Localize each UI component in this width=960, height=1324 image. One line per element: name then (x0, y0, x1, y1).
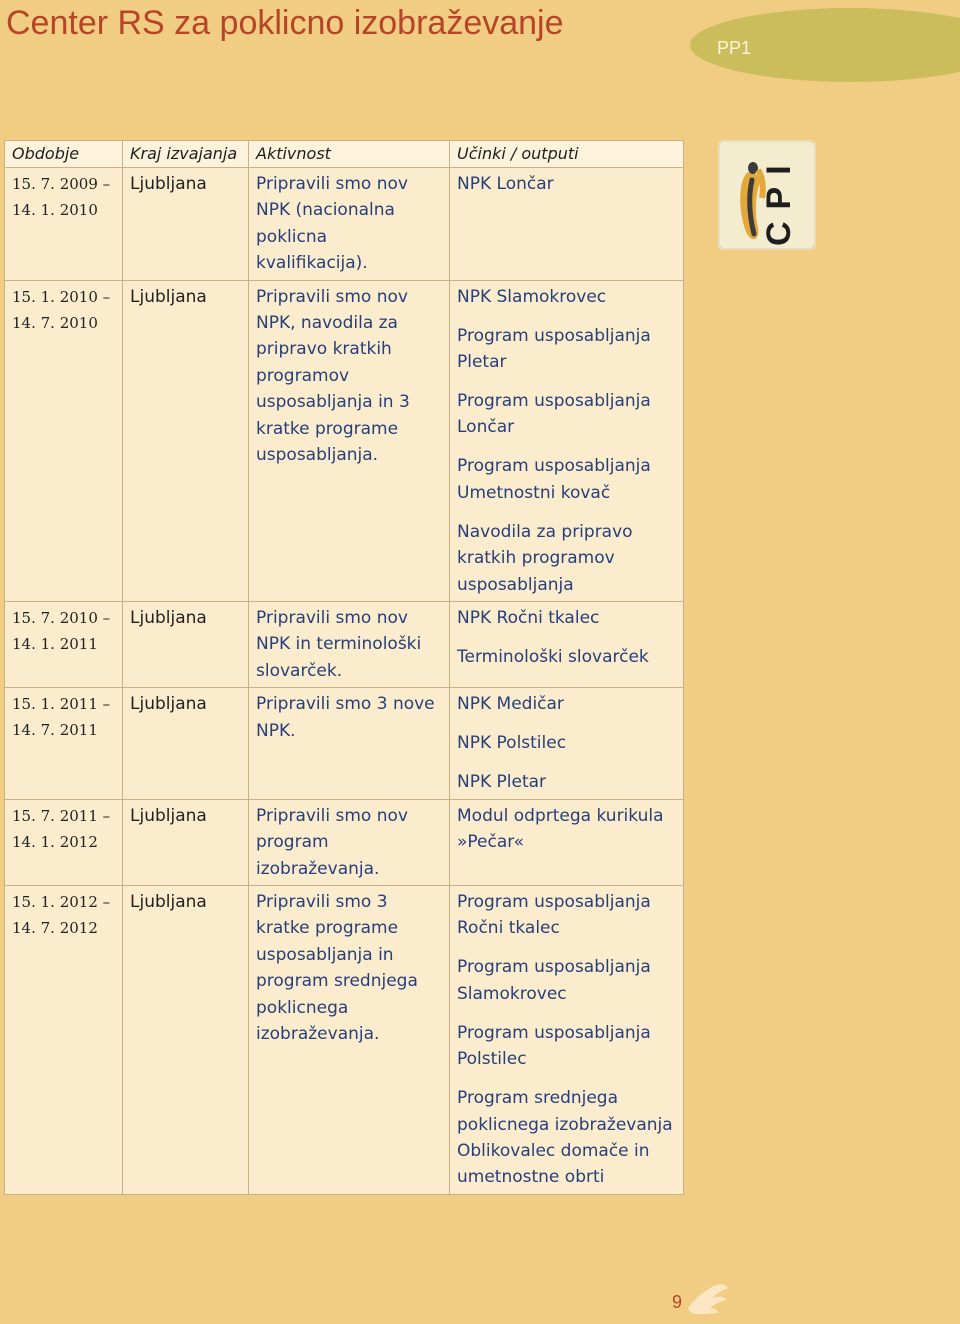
place-cell: Ljubljana (123, 602, 249, 688)
period-line: 14. 7. 2010 (12, 313, 98, 332)
table-row (5, 280, 684, 601)
column-header-outputs: Učinki / outputi (450, 141, 684, 168)
output-item: NPK Polstilec (457, 733, 567, 754)
cpi-logo (718, 140, 816, 250)
place-cell: Ljubljana (123, 280, 249, 601)
period-line: 15. 1. 2011 – (12, 695, 111, 714)
table-row (5, 602, 684, 688)
table-row (5, 688, 684, 799)
period-cell (5, 799, 123, 885)
period-line: 14. 1. 2012 (12, 832, 98, 851)
output-item: NPK Lončar (457, 174, 554, 194)
period-line: 15. 7. 2009 – (12, 175, 111, 193)
column-header-period: Obdobje (5, 141, 123, 168)
outputs-cell (450, 168, 684, 281)
output-item: Program usposabljanja Ročni tkalec (457, 891, 651, 939)
output-item: Program srednjega poklicnega izobraževanja Oblikovalec domače in umetnostne obrti (457, 1088, 673, 1188)
output-item: NPK Pletar (457, 772, 547, 793)
place-cell: Ljubljana (123, 688, 249, 799)
activity-cell: Pripravili smo nov NPK (nacionalna poklicna kvalifikacija). (249, 168, 450, 281)
hand-icon (684, 1278, 732, 1318)
outputs-cell (450, 602, 684, 688)
section-badge-label: PP1 (717, 38, 752, 58)
output-item: NPK Medičar (457, 694, 564, 715)
outputs-cell (450, 688, 684, 799)
period-cell (5, 688, 123, 799)
period-line: 14. 1. 2010 (12, 201, 98, 219)
period-cell (5, 168, 123, 281)
activity-table (4, 140, 684, 1195)
table-row (5, 799, 684, 885)
period-line: 15. 1. 2012 – (12, 892, 111, 911)
place-cell: Ljubljana (123, 885, 249, 1194)
activity-cell: Pripravili smo nov NPK, navodila za pripravo kratkih programov usposabljanja in 3 kratke programe usposabljanja. (249, 280, 450, 601)
output-item: Program usposabljanja Lončar (457, 391, 651, 438)
outputs-cell (450, 280, 684, 601)
output-item: Program usposabljanja Polstilec (457, 1022, 651, 1070)
output-item: Program usposabljanja Slamokrovec (457, 957, 651, 1004)
table-header-row (5, 141, 684, 168)
output-item: Modul odprtega kurikula »Pečar« (457, 805, 664, 853)
period-line: 15. 1. 2010 – (12, 287, 111, 306)
outputs-cell (450, 885, 684, 1194)
period-line: 14. 7. 2011 (12, 721, 98, 740)
place-cell: Ljubljana (123, 799, 249, 885)
page-title: Center RS za poklicno izobraževanje (6, 4, 564, 42)
output-item: Terminološki slovarček (457, 647, 649, 668)
cpi-logo-text: CPI (760, 153, 798, 246)
period-line: 14. 7. 2012 (12, 918, 98, 937)
period-line: 14. 1. 2011 (12, 635, 98, 654)
output-item: NPK Slamokrovec (457, 286, 607, 307)
period-line: 15. 7. 2011 – (12, 806, 111, 825)
output-item: Program usposabljanja Umetnostni kovač (457, 456, 651, 503)
table-row (5, 168, 684, 281)
output-item: Program usposabljanja Pletar (457, 325, 651, 373)
column-header-place: Kraj izvajanja (123, 141, 249, 168)
activity-cell: Pripravili smo 3 nove NPK. (249, 688, 450, 799)
output-item: NPK Ročni tkalec (457, 608, 600, 629)
period-cell (5, 885, 123, 1194)
activity-cell: Pripravili smo 3 kratke programe usposabljanja in program srednjega poklicnega izobraževanja. (249, 885, 450, 1194)
activity-cell: Pripravili smo nov NPK in terminološki slovarček. (249, 602, 450, 688)
output-item: Navodila za pripravo kratkih programov usposabljanja (457, 521, 633, 595)
column-header-activity: Aktivnost (249, 141, 450, 168)
place-cell: Ljubljana (123, 168, 249, 281)
outputs-cell (450, 799, 684, 885)
period-line: 15. 7. 2010 – (12, 609, 111, 628)
page-number: 9 (672, 1292, 683, 1312)
table-row (5, 885, 684, 1194)
activity-cell: Pripravili smo nov program izobraževanja. (249, 799, 450, 885)
period-cell (5, 280, 123, 601)
period-cell (5, 602, 123, 688)
